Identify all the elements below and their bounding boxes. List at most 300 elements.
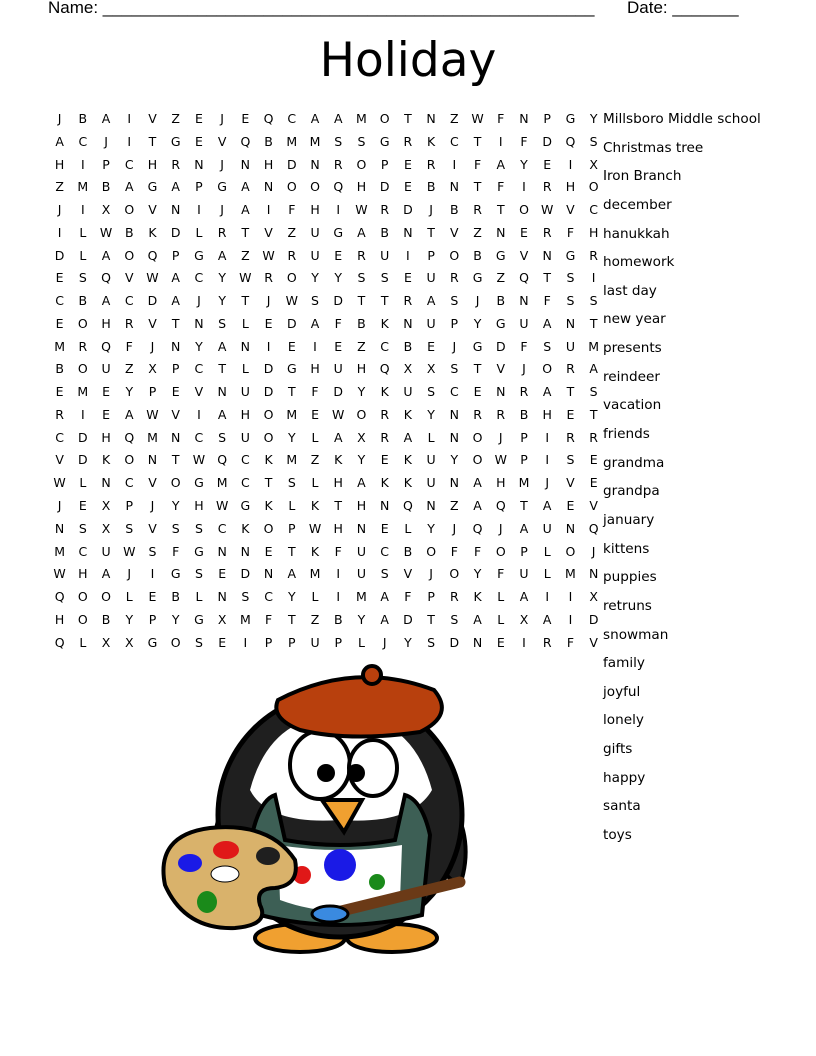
grid-cell: R [380,429,390,445]
grid-cell: A [380,611,389,627]
grid-cell: L [311,589,319,605]
grid-cell: T [473,179,482,195]
grid-cell: N [588,566,599,582]
grid-cell: H [310,202,320,218]
grid-cell: Y [218,270,226,286]
grid-cell: W [285,293,298,309]
grid-cell: T [171,452,180,468]
grid-cell: Z [124,361,134,377]
grid-cell: J [591,543,596,559]
grid-cell: I [266,338,271,354]
grid-cell: X [589,589,598,605]
grid-cell: C [55,429,64,445]
grid-cell: T [404,111,412,126]
grid-cell: E [264,543,273,559]
grid-cell: Z [496,270,506,286]
grid-cell: O [77,589,88,605]
grid-cell: O [77,361,88,377]
grid-cell: N [217,543,227,559]
grid-cell: M [54,543,65,559]
grid-cell: I [452,156,457,172]
grid-cell: W [471,111,484,126]
grid-cell: O [495,543,506,559]
grid-cell: J [57,202,62,218]
grid-cell: R [449,589,459,605]
grid-cell: G [170,566,181,582]
grid-cell: A [241,179,250,195]
grid-cell: N [171,338,181,354]
grid-cell: S [311,293,319,309]
grid-cell: C [264,589,273,605]
word-list-item: santa [603,798,641,815]
grid-cell: J [498,429,503,445]
grid-cell: R [333,156,343,172]
grid-cell: J [220,202,224,218]
grid-cell: S [450,293,459,309]
grid-cell: N [263,179,274,195]
grid-cell: S [450,361,459,377]
grid-cell: S [218,429,227,445]
word-list-item: presents [603,340,662,357]
word-list-item: lonely [603,712,644,729]
grid-cell: Y [287,589,296,605]
grid-cell: V [264,224,273,240]
grid-cell: F [566,634,575,650]
grid-cell: V [403,566,413,582]
grid-cell: D [54,247,65,263]
grid-cell: P [171,361,180,377]
grid-cell: G [240,498,251,514]
grid-cell: W [53,566,66,582]
grid-cell: J [150,338,155,354]
grid-cell: V [217,133,227,149]
grid-cell: D [542,133,553,149]
word-list-item: toys [603,827,632,844]
grid-cell: F [473,543,482,559]
grid-cell: D [78,452,88,468]
grid-cell: Y [218,293,226,309]
grid-cell: B [264,133,273,149]
grid-cell: G [565,111,576,126]
grid-cell: F [125,338,133,354]
grid-cell: V [148,520,157,536]
grid-cell: A [542,611,552,627]
grid-cell: X [217,611,227,627]
letter-grid [48,108,605,654]
grid-cell: U [310,247,320,263]
grid-cell: S [125,520,134,536]
grid-cell: B [101,179,111,195]
grid-cell: I [150,566,155,582]
grid-cell: J [452,338,457,354]
grid-cell: K [403,475,412,491]
grid-cell: K [310,498,320,514]
grid-cell: D [588,611,599,627]
grid-cell: C [240,475,250,491]
grid-cell: X [101,520,111,536]
grid-cell: L [497,589,505,605]
grid-cell: O [472,429,483,445]
grid-cell: D [263,361,274,377]
grid-cell: Z [171,111,180,126]
grid-cell: O [588,179,599,195]
grid-cell: O [472,452,483,468]
grid-cell: O [124,452,135,468]
grid-cell: H [101,429,111,445]
grid-cell: X [403,361,413,377]
grid-cell: P [450,315,459,331]
word-list [603,108,761,853]
grid-cell: D [449,634,460,650]
grid-cell: E [148,589,157,605]
grid-cell: O [426,543,437,559]
grid-cell: R [264,270,273,286]
grid-cell: T [287,384,296,400]
grid-cell: M [216,475,228,491]
grid-cell: R [589,247,598,263]
grid-cell: Y [125,384,134,400]
grid-cell: G [194,543,204,559]
grid-cell: V [124,270,134,286]
grid-cell: I [197,406,201,422]
grid-cell: S [218,315,227,331]
word-list-item: family [603,655,645,672]
grid-cell: H [356,361,367,377]
grid-cell: M [356,589,367,605]
grid-cell: E [194,111,203,126]
grid-cell: A [426,293,436,309]
grid-cell: X [101,498,111,514]
grid-cell: U [519,315,529,331]
grid-cell: Q [147,247,158,263]
grid-cell: I [591,270,596,286]
grid-cell: W [332,406,345,422]
grid-cell: M [54,338,65,354]
grid-cell: B [473,247,482,263]
grid-cell: E [589,475,598,491]
grid-cell: D [333,293,344,309]
word-list-item: grandpa [603,483,660,500]
grid-cell: Q [101,338,111,354]
grid-cell: E [287,338,296,354]
grid-cell: Y [311,270,319,286]
grid-cell: E [566,498,575,514]
grid-cell: G [170,133,181,149]
grid-cell: B [496,293,506,309]
grid-cell: T [473,133,482,149]
grid-cell: F [520,338,528,354]
grid-cell: L [79,247,87,263]
word-list-item: grandma [603,454,665,471]
grid-cell: K [148,224,157,240]
grid-cell: I [127,133,132,149]
grid-cell: H [101,315,111,331]
grid-cell: O [449,566,460,582]
grid-cell: O [101,589,111,605]
grid-cell: C [124,293,134,309]
grid-cell: U [426,452,436,468]
grid-cell: E [55,315,64,331]
grid-cell: S [566,452,575,468]
grid-cell: G [472,270,483,286]
grid-cell: E [78,498,87,514]
grid-cell: G [495,315,506,331]
grid-cell: W [192,452,206,468]
grid-cell: O [542,361,553,377]
word-list-item: happy [603,769,646,786]
grid-cell: E [403,270,412,286]
grid-cell: H [54,156,65,172]
grid-cell: U [101,361,111,377]
grid-row [48,632,605,655]
word-list-item: gifts [603,741,633,758]
grid-cell: H [240,406,251,422]
grid-cell: Q [240,133,251,149]
grid-cell: I [522,179,526,195]
grid-cell: S [427,384,436,400]
grid-row [48,267,605,290]
grid-cell: V [519,247,529,263]
grid-cell: M [77,384,89,400]
grid-cell: S [427,634,436,650]
grid-cell: S [78,270,87,286]
grid-cell: Y [427,406,435,422]
grid-cell: E [334,247,343,263]
grid-cell: N [449,475,459,491]
grid-cell: S [171,520,180,536]
grid-cell: D [379,179,390,195]
word-list-item: vacation [603,397,662,414]
grid-cell: Y [357,452,366,468]
grid-cell: C [55,293,64,309]
grid-cell: N [240,543,251,559]
grid-cell: N [426,498,436,514]
grid-cell: X [148,361,157,377]
grid-cell: G [217,179,227,195]
grid-cell: F [450,543,458,559]
grid-cell: R [542,179,552,195]
word-list-item: reindeer [603,368,660,385]
grid-cell: T [566,384,575,400]
grid-cell: R [566,361,575,377]
grid-cell: S [334,133,343,149]
grid-cell: A [55,133,64,149]
grid-cell: H [78,566,88,582]
grid-cell: N [240,338,251,354]
grid-cell: Y [589,111,598,126]
grid-cell: G [286,361,297,377]
grid-cell: E [218,634,227,650]
grid-cell: T [427,224,435,240]
grid-cell: D [147,293,158,309]
grid-cell: I [545,429,550,445]
grid-cell: Y [334,270,343,286]
grid-cell: J [220,156,224,172]
grid-cell: L [79,634,87,650]
grid-cell: U [519,566,529,582]
grid-row [48,518,605,541]
grid-cell: S [450,611,459,627]
grid-cell: F [566,224,575,240]
grid-cell: H [310,361,320,377]
grid-cell: A [217,247,227,263]
grid-cell: A [217,338,227,354]
grid-cell: D [240,566,251,582]
grid-cell: P [264,634,273,650]
grid-cell: A [241,202,250,218]
grid-cell: K [310,543,320,559]
grid-cell: H [333,475,343,491]
grid-cell: A [101,247,111,263]
grid-cell: H [194,498,204,514]
grid-cell: Q [472,520,483,536]
grid-cell: N [519,293,529,309]
grid-cell: K [473,589,482,605]
grid-cell: J [545,475,550,491]
grid-cell: R [473,406,482,422]
grid-cell: Z [310,452,320,468]
grid-cell: S [589,293,598,309]
grid-cell: W [53,475,66,491]
grid-cell: L [543,543,551,559]
grid-cell: S [380,270,389,286]
grid-cell: N [310,156,320,172]
grid-cell: R [542,224,552,240]
grid-row [48,449,605,472]
grid-cell: Y [357,611,366,627]
grid-cell: A [310,315,320,331]
grid-cell: R [55,406,64,422]
grid-cell: Z [310,611,320,627]
grid-cell: C [217,520,227,536]
grid-cell: P [520,429,528,445]
grid-cell: J [104,133,108,149]
grid-cell: U [426,475,436,491]
grid-cell: N [194,315,204,331]
grid-cell: G [565,247,576,263]
grid-cell: E [194,133,203,149]
grid-cell: X [101,202,111,218]
grid-cell: S [589,384,598,400]
grid-cell: P [288,520,296,536]
grid-row [48,586,605,609]
grid-cell: K [427,133,436,149]
grid-cell: L [404,520,412,536]
grid-cell: S [241,589,250,605]
grid-cell: J [266,293,271,309]
grid-cell: L [195,589,203,605]
grid-cell: P [125,498,134,514]
grid-cell: B [171,589,180,605]
grid-cell: N [171,202,181,218]
grid-cell: W [494,452,507,468]
grid-cell: N [565,520,576,536]
grid-cell: H [147,156,158,172]
grid-cell: U [426,270,436,286]
grid-cell: G [495,247,506,263]
grid-cell: O [124,202,135,218]
grid-cell: Y [404,634,412,650]
grid-cell: Z [450,111,459,126]
grid-cell: V [589,634,598,650]
grid-cell: J [429,202,433,218]
grid-cell: D [495,338,506,354]
grid-cell: Z [241,247,250,263]
grid-cell: D [403,202,413,218]
grid-cell: X [519,611,529,627]
grid-cell: Q [124,429,135,445]
grid-cell: E [520,224,528,240]
word-list-item: Christmas tree [603,139,704,156]
grid-cell: A [496,156,506,172]
grid-cell: P [520,543,528,559]
grid-cell: K [101,452,111,468]
grid-cell: Q [402,498,413,514]
grid-cell: S [78,520,87,536]
grid-cell: Q [263,111,274,126]
grid-cell: N [217,589,227,605]
grid-cell: Y [195,338,203,354]
grid-cell: T [241,293,250,309]
grid-cell: G [147,179,158,195]
grid-cell: F [334,543,342,559]
grid-cell: E [334,338,343,354]
grid-cell: N [542,247,552,263]
grid-cell: S [543,338,552,354]
grid-cell: C [449,384,459,400]
grid-cell: C [194,429,204,445]
grid-row [48,495,605,518]
grid-cell: B [426,179,436,195]
grid-cell: A [217,406,227,422]
grid-cell: Y [125,611,134,627]
grid-cell: B [380,224,389,240]
grid-cell: F [497,566,505,582]
word-list-item: Iron Branch [603,168,682,185]
grid-cell: V [148,111,157,126]
grid-cell: H [588,224,599,240]
grid-cell: Q [333,179,344,195]
grid-cell: W [262,247,275,263]
grid-row [48,290,605,313]
grid-cell: R [473,202,482,218]
grid-cell: P [543,111,551,126]
grid-cell: N [356,520,367,536]
penguin-painter-icon [150,660,480,960]
grid-cell: E [55,270,64,286]
grid-cell: I [80,406,85,422]
grid-cell: M [309,566,321,582]
grid-cell: A [171,293,180,309]
grid-cell: K [403,452,412,468]
grid-cell: Z [473,224,482,240]
grid-cell: N [217,384,227,400]
grid-cell: J [57,498,62,514]
grid-row [48,108,605,131]
grid-cell: I [336,202,341,218]
grid-cell: I [545,452,550,468]
grid-cell: A [473,611,482,627]
grid-row [48,154,605,177]
grid-cell: E [589,452,598,468]
grid-cell: W [239,270,252,286]
grid-cell: N [54,520,65,536]
grid-cell: V [450,224,459,240]
grid-cell: O [263,520,274,536]
grid-cell: C [124,156,134,172]
grid-cell: A [542,384,552,400]
grid-cell: F [172,543,180,559]
